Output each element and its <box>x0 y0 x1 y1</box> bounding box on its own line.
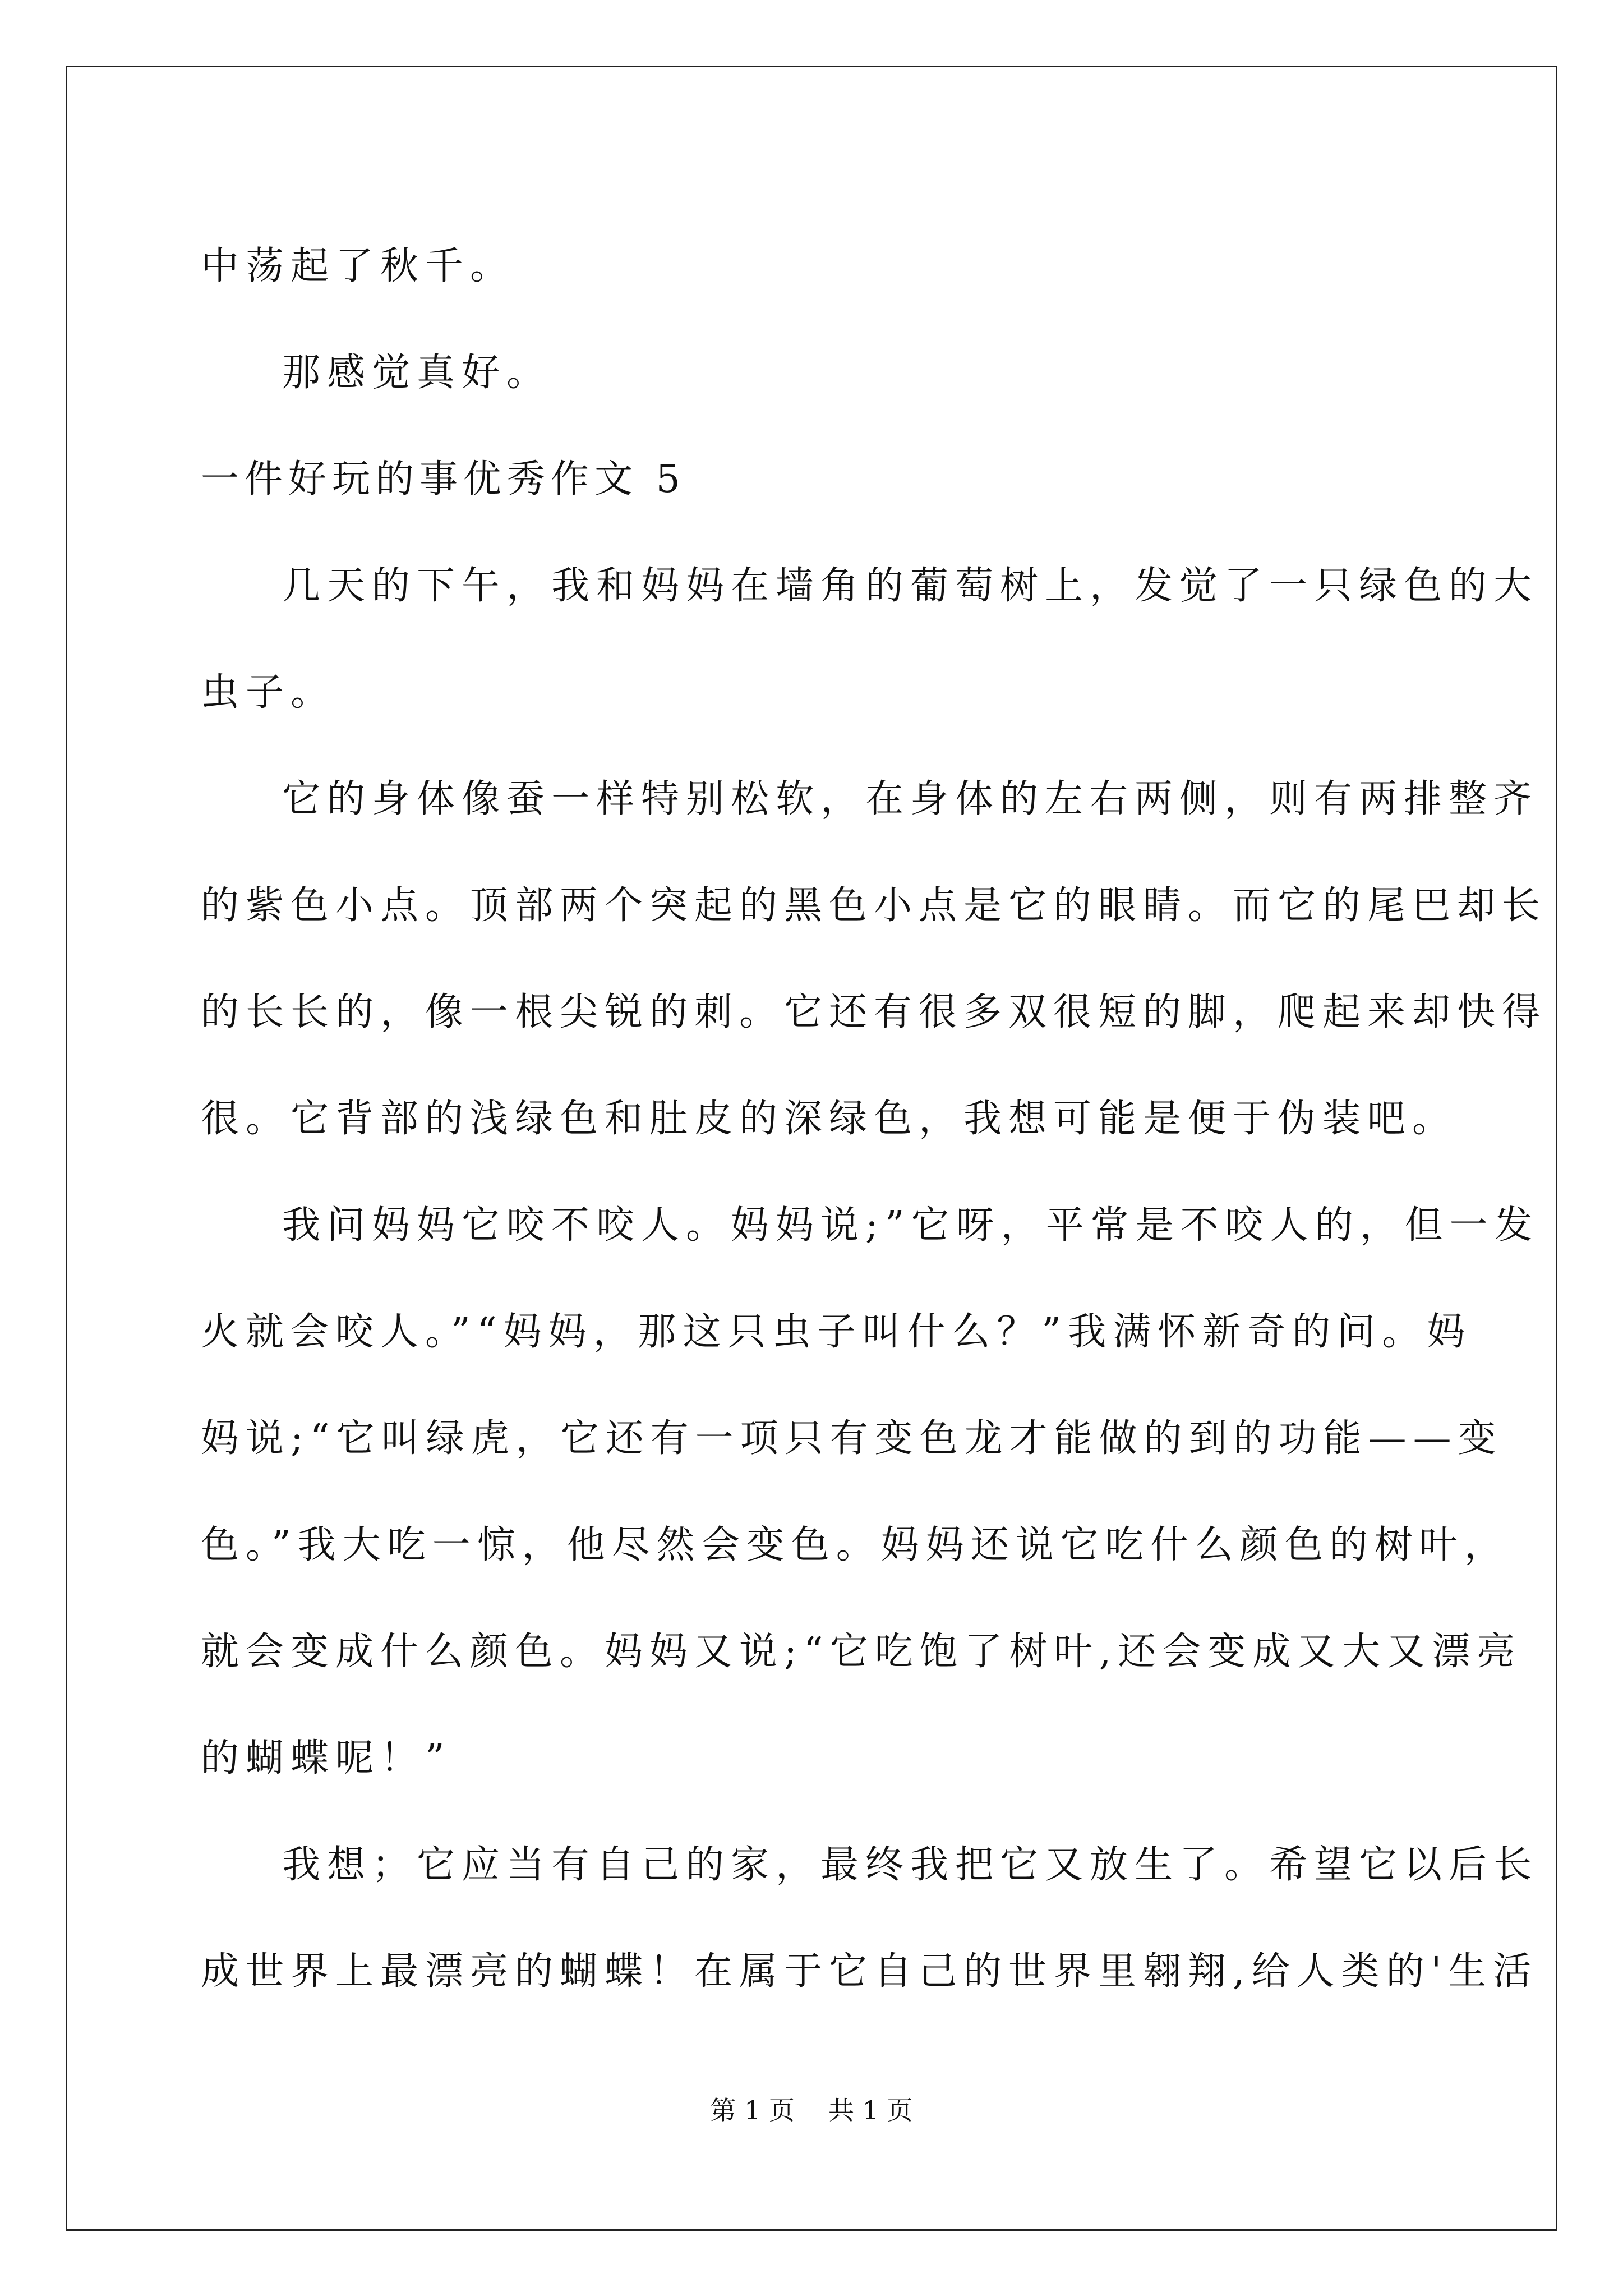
document-body <box>201 213 1547 2025</box>
page-number-current: 第 1 页 <box>710 2095 795 2125</box>
text-line: 我问妈妈它咬不咬人。妈妈说;”它呀，平常是不咬人的，但一发 <box>282 1203 1539 1248</box>
text-line: 色。”我大吃一惊，他尽然会变色。妈妈还说它吃什么颜色的树叶， <box>201 1523 1509 1567</box>
page-number-total: 共 1 页 <box>828 2095 913 2125</box>
text-line: 那感觉真好。 <box>282 351 552 395</box>
text-line: 它的身体像蚕一样特别松软，在身体的左右两侧，则有两排整齐 <box>282 777 1539 821</box>
text-line: 中荡起了秋千。 <box>201 244 515 288</box>
text-line: 很。它背部的浅绿色和肚皮的深绿色，我想可能是便于伪装吧。 <box>201 1097 1458 1141</box>
text-line: 的长长的，像一根尖锐的刺。它还有很多双很短的脚，爬起来却快得 <box>201 990 1547 1034</box>
text-line: 妈说;“它叫绿虎，它还有一项只有变色龙才能做的到的功能——变 <box>201 1416 1503 1461</box>
text-line: 虫子。 <box>201 670 336 715</box>
text-line: 成世界上最漂亮的蝴蝶！在属于它自己的世界里翱翔,给人类的'生活 <box>201 1949 1538 1994</box>
text-line: 几天的下午，我和妈妈在墙角的葡萄树上，发觉了一只绿色的大 <box>282 564 1539 608</box>
page-footer <box>0 2090 1623 2127</box>
text-line: 的蝴蝶呢！” <box>201 1736 451 1780</box>
text-line: 就会变成什么颜色。妈妈又说;“它吃饱了树叶,还会变成又大又漂亮 <box>201 1630 1522 1674</box>
text-line: 火就会咬人。”“妈妈，那这只虫子叫什么？”我满怀新奇的问。妈 <box>201 1310 1472 1354</box>
text-line: 的紫色小点。顶部两个突起的黑色小点是它的眼睛。而它的尾巴却长 <box>201 884 1547 928</box>
section-heading: 一件好玩的事优秀作文 5 <box>201 457 686 501</box>
text-line: 我想；它应当有自己的家，最终我把它又放生了。希望它以后长 <box>282 1843 1539 1887</box>
